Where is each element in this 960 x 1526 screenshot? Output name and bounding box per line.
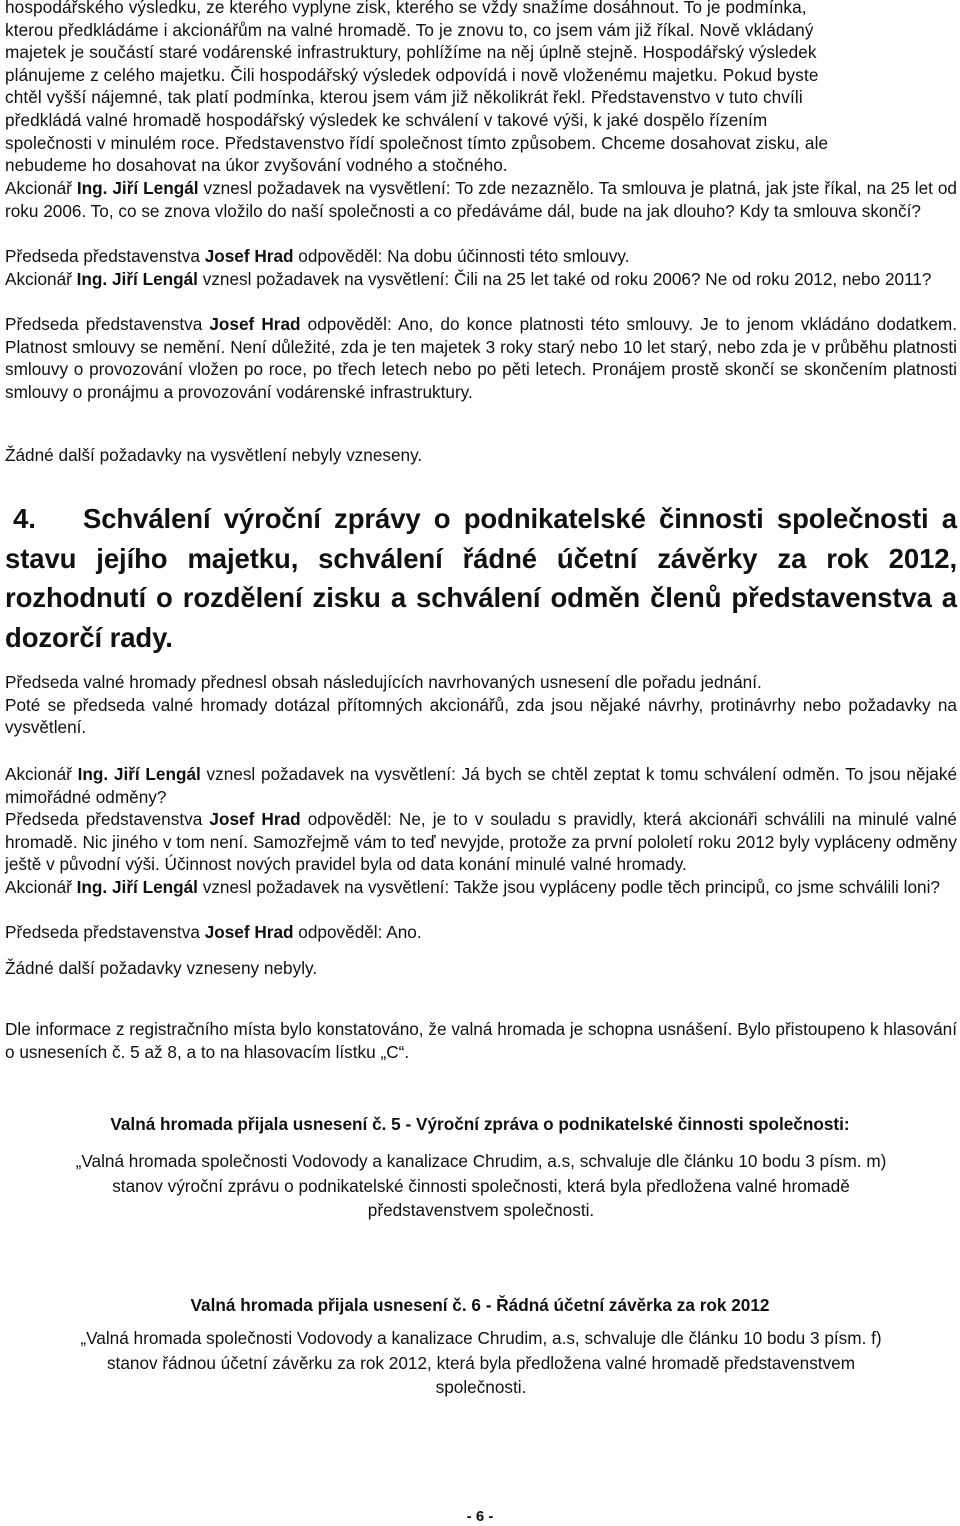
speaker-name: Josef Hrad bbox=[204, 922, 294, 942]
speaker-name: Josef Hrad bbox=[204, 246, 294, 266]
resolution-line: stanov výroční zprávu o podnikatelské činnosti společnosti, která byla předložena valné hromadě bbox=[112, 1175, 850, 1196]
chair-intro-line: Poté se předseda valné hromady dotázal přítomných akcionářů, zda jsou nějaké návrhy, protinávrhy nebo požadavky na vysvětlení. bbox=[5, 694, 957, 738]
speaker-title: Ing. bbox=[76, 178, 108, 198]
speaker-name: Jiří Lengál bbox=[113, 764, 201, 784]
intro-line: majetek je součástí staré vodárenské infrastruktury, pohlížíme na něj úplně stejně. Hospodářský výsledek bbox=[5, 42, 817, 63]
question-paragraph: Akcionář Ing. Jiří Lengál vznesl požadavek na vysvětlení: Takže jsou vypláceny podle těch principů, co jsme schválili loni? bbox=[5, 877, 940, 897]
resolution-line: „Valná hromada společnosti Vodovody a kanalizace Chrudim, a.s, schvaluje dle článku 10 bodu 3 písm. f) bbox=[80, 1328, 882, 1348]
intro-line: společnosti v minulém roce. Představenstvo řídí společnost tímto způsobem. Chceme dosahovat zisku, ale bbox=[5, 132, 829, 153]
no-more-requests: Žádné další požadavky vzneseny nebyly. bbox=[5, 958, 318, 978]
question-paragraph: Akcionář Ing. Jiří Lengál vznesl požadavek na vysvětlení: To zde nezaznělo. Ta smlouva je platná, jak jste říkal, na 25 let od roku 2006. To, co se znova vložilo do naší společnosti a co předáváme dál, bude na jak dlouho? Kdy ta smlouva skončí? bbox=[5, 178, 957, 221]
resolution-line: stanov řádnou účetní závěrku za rok 2012, která byla předložena valné hromadě představenstvem bbox=[106, 1352, 856, 1373]
resolution-title: Valná hromada přijala usnesení č. 6 - Řádná účetní závěrka za rok 2012 bbox=[190, 1295, 770, 1315]
speaker-name: Jiří Lengál bbox=[112, 269, 198, 289]
section-number: 4. bbox=[13, 503, 36, 534]
speaker-title: Ing. bbox=[76, 877, 108, 897]
question-paragraph: Akcionář Ing. Jiří Lengál vznesl požadavek na vysvětlení: Já bych se chtěl zeptat k tomu schválení odměn. To jsou nějaké mimořádné odměny? bbox=[5, 764, 957, 807]
question-paragraph: Akcionář Ing. Jiří Lengál vznesl požadavek na vysvětlení: Čili na 25 let také od roku 2006? Ne od roku 2012, nebo 2011? bbox=[5, 269, 932, 289]
speaker-title: Ing. bbox=[77, 764, 109, 784]
speaker-name: Jiří Lengál bbox=[112, 178, 199, 198]
chair-intro-paragraph bbox=[5, 671, 957, 739]
intro-line: plánujeme z celého majetku. Čili hospodářský výsledek odpovídá i nově vloženému majetku. Pokud byste bbox=[5, 64, 819, 85]
intro-line: nebudeme ho dosahovat na úkor zvyšování vodného a stočného. bbox=[5, 155, 508, 176]
speaker-name: Jiří Lengál bbox=[112, 877, 198, 897]
resolution-line: „Valná hromada společnosti Vodovody a kanalizace Chrudim, a.s, schvaluje dle článku 10 bodu 3 písm. m) bbox=[75, 1151, 887, 1171]
chair-intro-line: Předseda valné hromady přednesl obsah následujících navrhovaných usnesení dle pořadu jednání. bbox=[5, 672, 762, 692]
section-heading bbox=[5, 499, 957, 657]
section-title: Schválení výroční zprávy o podnikatelské činnosti společnosti a stavu jejího majetku, schválení řádné účetní závěrky za rok 2012, rozhodnutí o rozdělení zisku a schválení odměn členů představenstva a dozorčí rady. bbox=[5, 503, 957, 653]
answer-paragraph: Předseda představenstva Josef Hrad odpověděl: Ano, do konce platnosti této smlouvy. Je to jenom vkládáno dodatkem. Platnost smlouvy se nemění. Není důležité, zda je ten majetek 3 roky starý nebo 10 let starý, nebo zda je v průběhu platnosti smlouvy o provozování vložen po roce, po třech letech nebo po pěti letech. Pronájem prostě skončí se skončením platnosti smlouvy o pronájmu a provozování vodárenské infrastruktury. bbox=[5, 314, 958, 402]
resolution-line: představenstvem společnosti. bbox=[367, 1200, 595, 1221]
answer-paragraph: Předseda představenstva Josef Hrad odpověděl: Na dobu účinnosti této smlouvy. bbox=[5, 246, 630, 266]
intro-line: předkládá valné hromadě hospodářský výsledek ke schválení v takové výši, k jaké dospělo řízením bbox=[5, 109, 768, 130]
answer-paragraph: Předseda představenstva Josef Hrad odpověděl: Ano. bbox=[5, 922, 422, 942]
resolution-title: Valná hromada přijala usnesení č. 5 - Výroční zpráva o podnikatelské činnosti společnosti: bbox=[110, 1114, 850, 1134]
speaker-name: Josef Hrad bbox=[209, 809, 301, 829]
intro-line: chtěl vyšší nájemné, tak platí podmínka, kterou jsem vám již několikrát řekl. Představenstvo v tuto chvíli bbox=[5, 87, 803, 108]
resolution-text bbox=[5, 1149, 957, 1223]
no-more-requests: Žádné další požadavky na vysvětlení nebyly vzneseny. bbox=[5, 445, 423, 465]
resolution-text bbox=[5, 1326, 957, 1400]
intro-line: hospodářského výsledku, ze kterého vyplyne zisk, kterého se vždy snažíme dosáhnout. To je podmínka, bbox=[5, 0, 807, 17]
resolution-line: společnosti. bbox=[435, 1377, 527, 1398]
intro-paragraph bbox=[5, 0, 957, 177]
answer-paragraph: Předseda představenstva Josef Hrad odpověděl: Ne, je to v souladu s pravidly, která akcionáři schválili na minulé valné hromadě. Nic jiného v tom není. Samozřejmě vám to teď nevyjde, protože za první pololetí roku 2012 byly vypláceny odměny ještě v původní výši. Účinnost nových pravidel byla od data konání minulé valné hromady. bbox=[5, 809, 957, 875]
registration-paragraph: Dle informace z registračního místa bylo konstatováno, že valná hromada je schopna usnášení. Bylo přistoupeno k hlasování o usneseních č. 5 až 8, a to na hlasovacím lístku „C“. bbox=[5, 1019, 957, 1062]
intro-line: kterou předkládáme i akcionářům na valné hromadě. To je znovu to, co jsem vám již říkal. Nově vkládaný bbox=[5, 19, 814, 40]
speaker-title: Ing. bbox=[76, 269, 108, 289]
speaker-name: Josef Hrad bbox=[209, 314, 301, 334]
page-number: - 6 - bbox=[466, 1508, 494, 1525]
